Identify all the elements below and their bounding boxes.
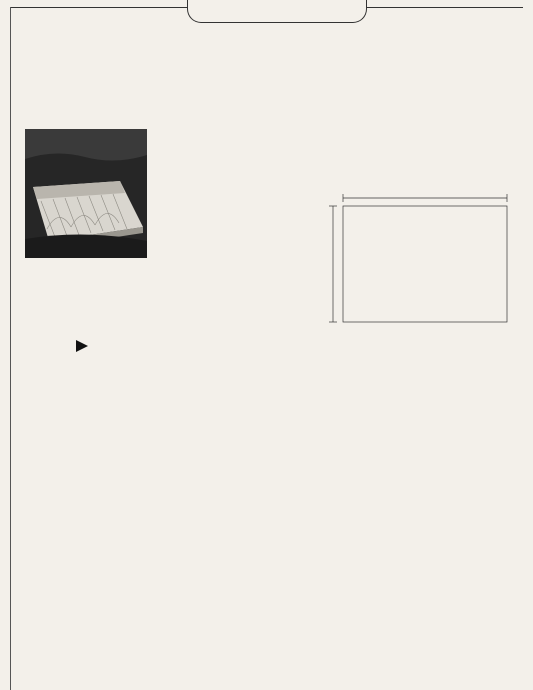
instructions-column-1 [153,103,270,120]
schematic-outline [343,206,507,322]
magazine-header [187,0,367,23]
chairback-photo-illustration [25,129,147,258]
crochet-chart [60,340,533,690]
page-spine-rule [10,7,11,690]
chart-start-arrow-icon [76,340,88,352]
chairback-schematic [325,192,525,332]
chairback-photo [25,129,147,258]
